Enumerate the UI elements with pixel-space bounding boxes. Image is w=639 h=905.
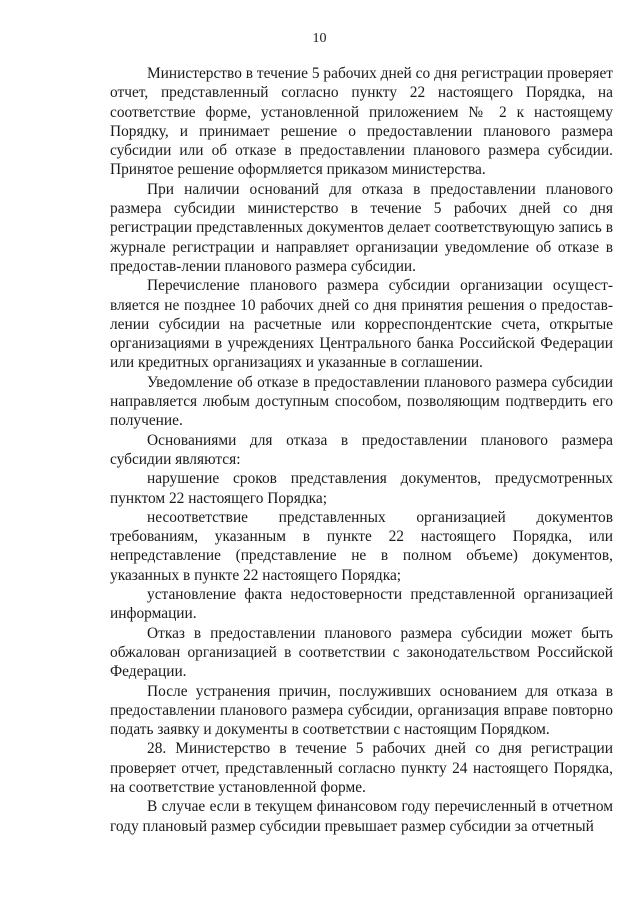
paragraph-refusal-notice: При наличии оснований для отказа в предоставлении планового размера субсидии министерство в течение 5 рабочих дней со дня регистрации представленных документов делает соответствующую запись в журнале регистрации и направляет организации уведомление об отказе в предостав-лении планового размера субсидии.	[110, 180, 613, 275]
paragraph-subsidy-transfer: Перечисление планового размера субсидии организации осущест-вляется не позднее 10 рабочих дней со дня принятия решения о предостав-лении субсидии на расчетные или корреспондентские счета, открытые организациями в учреждениях Центрального банка Российской Федерации или кредитных организациях и указанные в соглашении.	[110, 277, 613, 372]
paragraph-excess-subsidy: В случае если в текущем финансовом году перечисленный в отчетном году плановый размер субсидии превышает размер субсидии за отчетный	[110, 798, 613, 835]
paragraph-ground-deadline: нарушение сроков представления документов, предусмотренных пунктом 22 настоящего Порядка;	[110, 470, 613, 507]
paragraph-ground-noncompliance: несоответствие представленных организацией документов требованиям, указанным в пункте 22 настоящего Порядка, или непредставление (представление не в полном объеме) документов, указанных в пункте 22 настоящего Порядка;	[110, 508, 613, 584]
paragraph-ground-false-info: установление факта недостоверности представленной организацией информации.	[110, 586, 613, 623]
document-body	[110, 64, 613, 836]
page-number: 10	[312, 31, 327, 46]
paragraph-appeal: Отказ в предоставлении планового размера субсидии может быть обжалован организацией в соответствии с законодательством Российской Федерации.	[110, 624, 613, 681]
paragraph-refusal-grounds-intro: Основаниями для отказа в предоставлении планового размера субсидии являются:	[110, 431, 613, 468]
paragraph-item-28: 28. Министерство в течение 5 рабочих дней со дня регистрации проверяет отчет, представленный согласно пункту 24 настоящего Порядка, на соответствие установленной форме.	[110, 740, 613, 796]
paragraph-notification-method: Уведомление об отказе в предоставлении планового размера субсидии направляется любым доступным способом, позволяющим подтвердить его получение.	[110, 373, 613, 430]
paragraph-resubmission: После устранения причин, послуживших основанием для отказа в предоставлении планового размера субсидии, организация вправе повторно подать заявку и документы в соответствии с настоящим Порядком.	[110, 682, 613, 739]
paragraph-report-review: Министерство в течение 5 рабочих дней со дня регистрации проверяет отчет, представленный согласно пункту 22 настоящего Порядка, на соответствие форме, установленной приложением № 2 к настоящему Порядку, и принимает решение о предоставлении планового размера субсидии или об отказе в предоставлении планового размера субсидии. Принятое решение оформляется приказом министерства.	[110, 65, 613, 179]
